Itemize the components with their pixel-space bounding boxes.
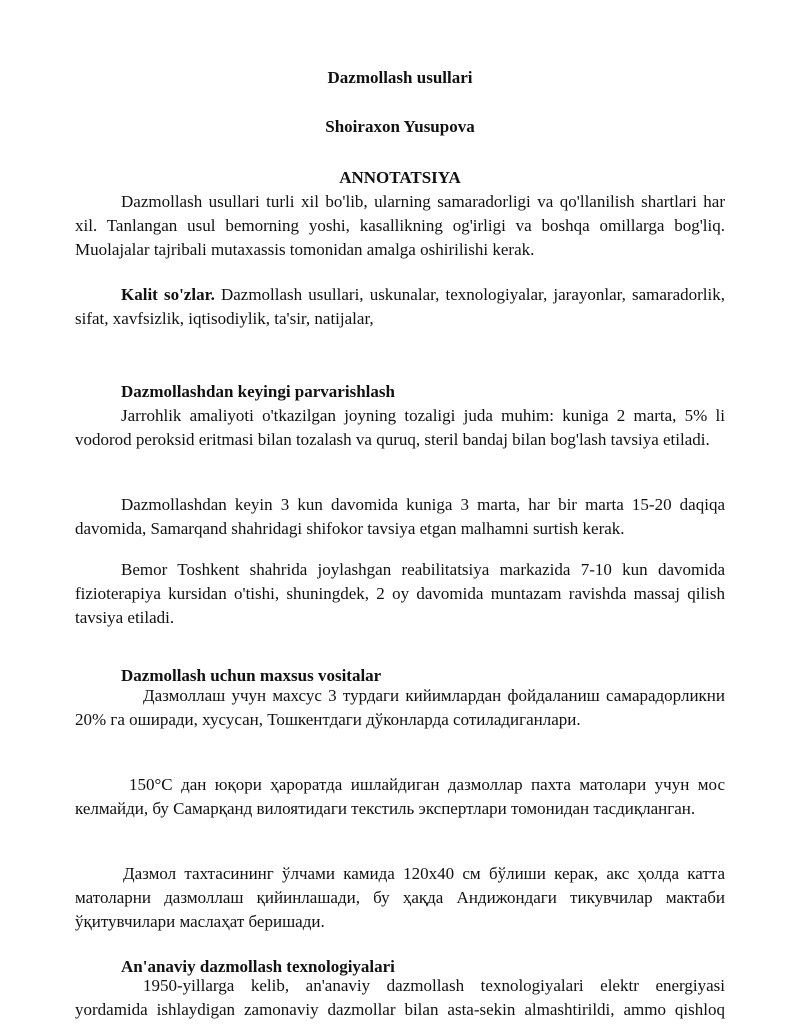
section-heading-tools: Dazmollash uchun maxsus vositalar (121, 666, 382, 685)
section-heading-traditional: An'anaviy dazmollash texnologiyalari (121, 957, 395, 976)
paragraph-aftercare-1: Jarrohlik amaliyoti o'tkazilgan joyning tozaligi juda muhim: kuniga 2 marta, 5% li vodorod peroksid eritmasi bilan tozalash va quruq, steril bandaj bilan bog'lash tavsiya etiladi. (75, 406, 725, 449)
annotation-heading: ANNOTATSIYA (339, 168, 461, 187)
document-author: Shoiraxon Yusupova (325, 117, 475, 136)
paragraph-aftercare-2: Dazmollashdan keyin 3 kun davomida kuniga 3 marta, har bir marta 15-20 daqiqa davomida, Samarqand shahridagi shifokor tavsiya etgan malhamni surtish kerak. (75, 495, 725, 538)
paragraph-tools-3: Дазмол тахтасининг ўлчами камида 120x40 см бўлиши керак, акс ҳолда катта матоларни дазмоллаш қийинлашади, бу ҳақда Андижондаги тикувчилар мактаби ўқитувчилари маслаҳат беришади. (75, 864, 725, 931)
paragraph-tools-2: 150°C дан юқори ҳароратда ишлайдиган дазмоллар пахта матолари учун мос келмайди, бу Самарқанд вилоятидаги текстиль экспертлари томонидан тасдиқланган. (75, 775, 725, 818)
section-heading-aftercare: Dazmollashdan keyingi parvarishlash (121, 382, 395, 401)
paragraph-aftercare-3: Bemor Toshkent shahrida joylashgan reabilitatsiya markazida 7-10 kun davomida fizioterapiya kursidan o'tishi, shuningdek, 2 oy davomida muntazam ravishda massaj qilish tavsiya etiladi. (75, 560, 725, 627)
paragraph-line: yordamida ishlaydigan zamonaviy dazmollar bilan asta-sekin almashtirildi, ammo qishloq (75, 1000, 725, 1019)
keywords-text: Dazmollash usullari, uskunalar, texnologiyalar, jarayonlar, samaradorlik, sifat, xavfsizlik, iqtisodiylik, ta'sir, natijalar, (75, 285, 725, 328)
paragraph-line: 1950-yillarga kelib, an'anaviy dazmollash texnologiyalari elektr energiyasi (143, 976, 725, 995)
keywords-label: Kalit so'zlar. (121, 285, 215, 304)
annotation-text: Dazmollash usullari turli xil bo'lib, ularning samaradorligi va qo'llanilish shartlari har xil. Tanlangan usul bemorning yoshi, kasallikning og'irligi va boshqa omillarga bog'liq. Muolajalar tajribali mutaxassis tomonidan amalga oshirilishi kerak. (75, 192, 725, 259)
paragraph-tools-1: Дазмоллаш учун махсус 3 турдаги кийимлардан фойдаланиш самарадорликни 20% га оширади, хусусан, Тошкентдаги дўконларда сотиладиганлари. (75, 686, 725, 729)
document-title: Dazmollash usullari (327, 68, 473, 87)
keywords-paragraph (75, 283, 725, 331)
paragraph-traditional-1 (75, 974, 725, 1022)
